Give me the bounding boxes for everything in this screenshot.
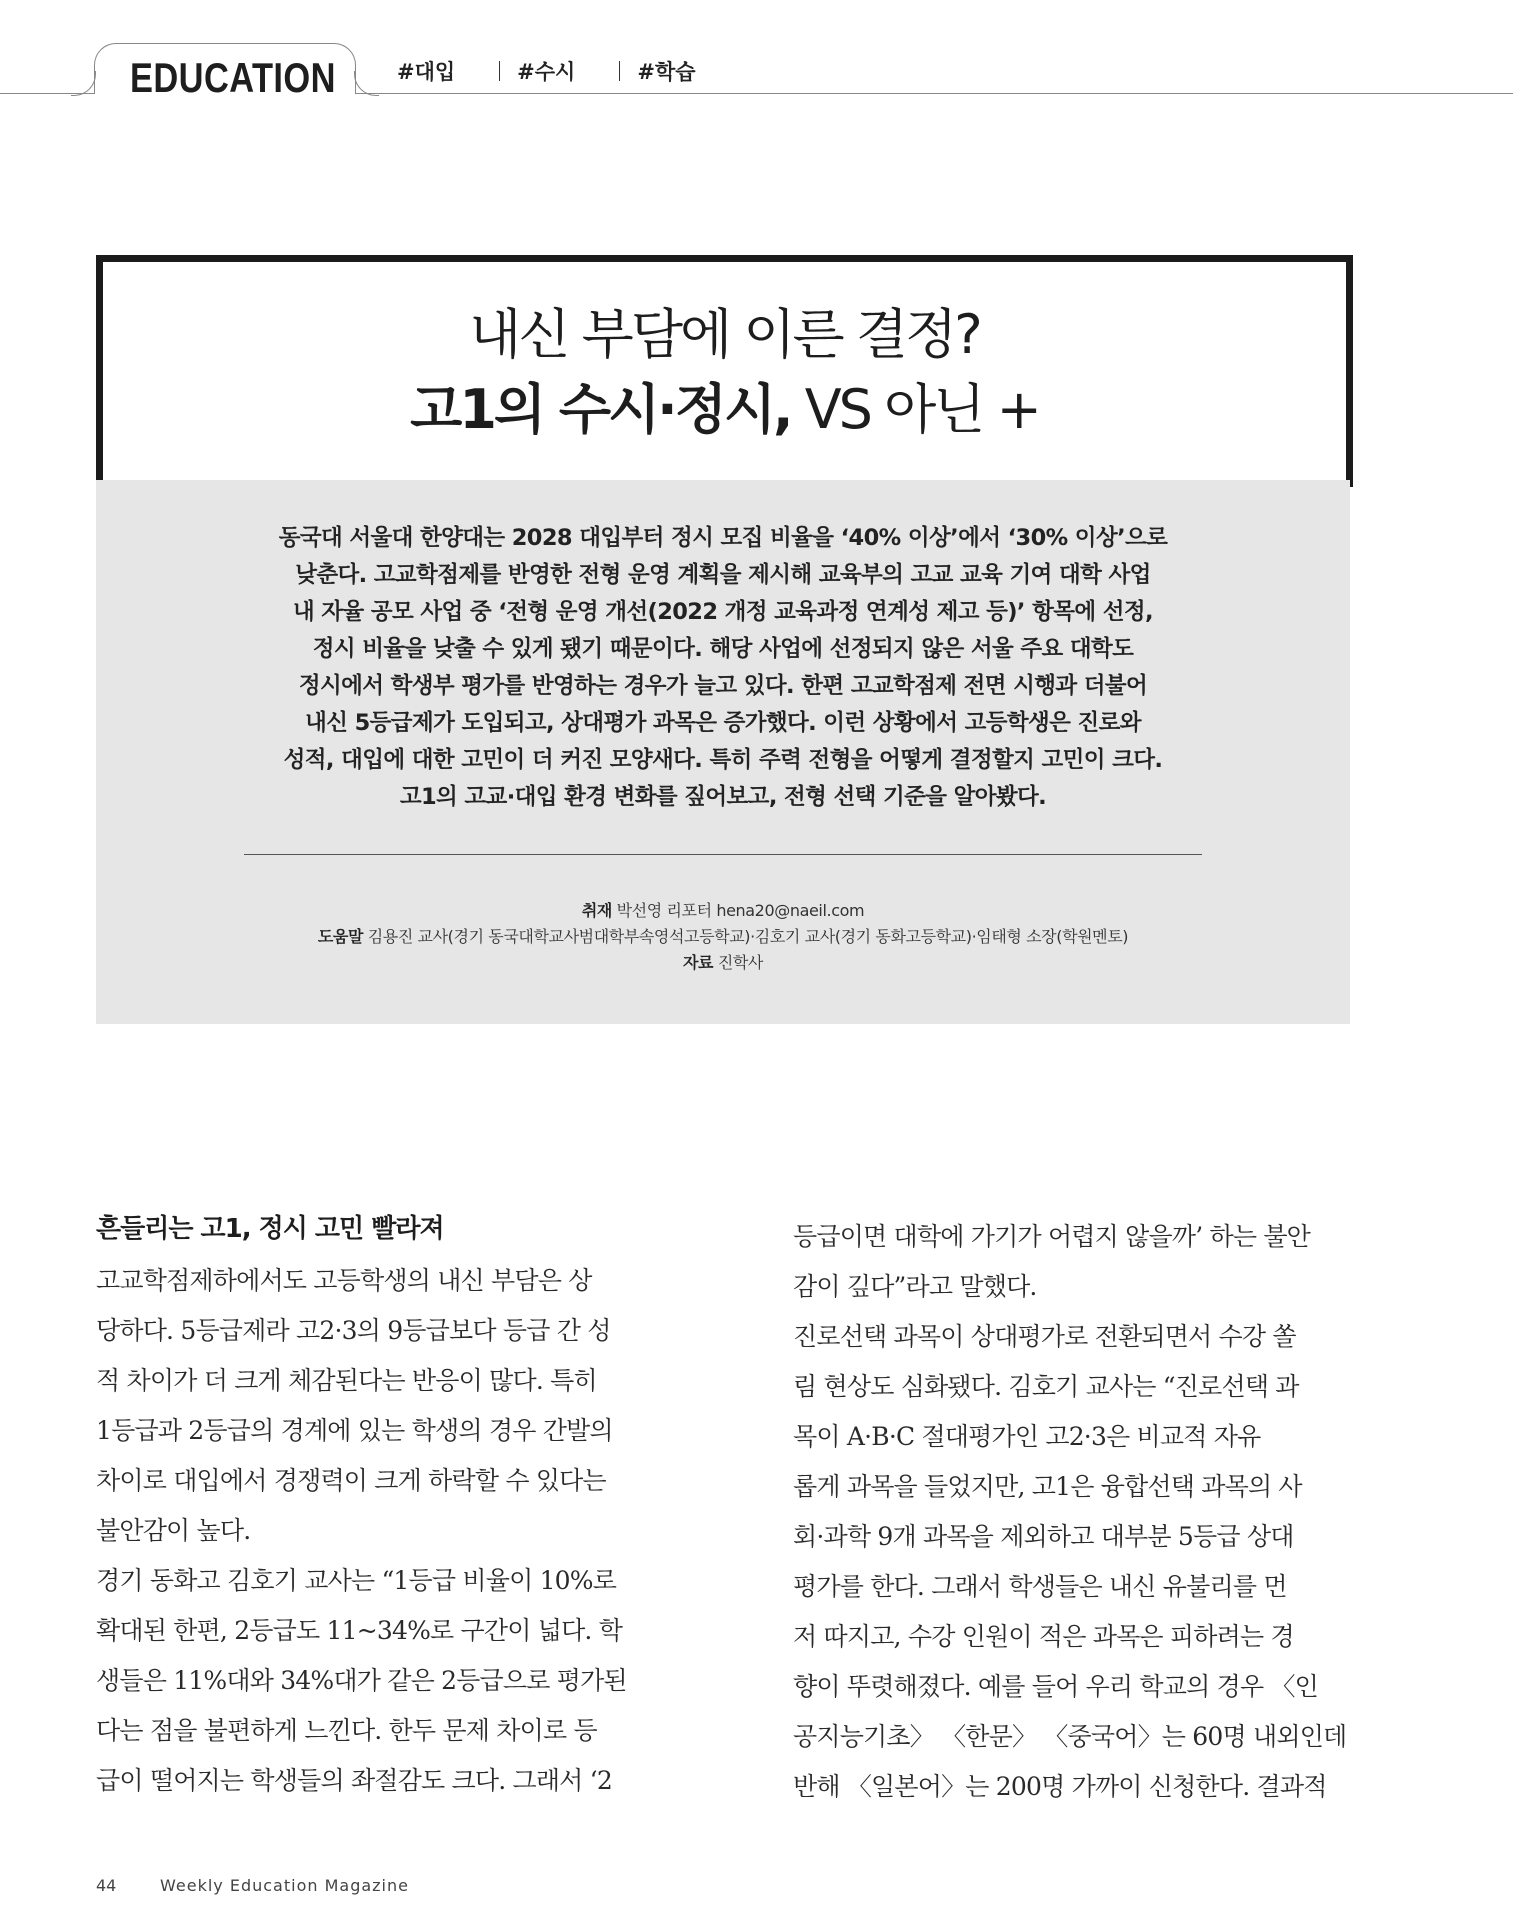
credit-reporter [96, 898, 1350, 924]
credit-source-value: 진학사 [717, 953, 763, 972]
body-line: 당하다. 5등급제라 고2·3의 9등급보다 등급 간 성 [96, 1316, 611, 1345]
body-line: 목이 A·B·C 절대평가인 고2·3은 비교적 자유 [793, 1422, 1261, 1451]
tag-admission[interactable]: #대입 [397, 60, 456, 84]
body-line: 공지능기초〉 〈한문〉 〈중국어〉는 60명 내외인데 [793, 1722, 1347, 1751]
tag-study[interactable]: #학습 [637, 60, 696, 84]
tag-divider [619, 61, 620, 81]
lead-line: 정시에서 학생부 평가를 반영하는 경우가 늘고 있다. 한편 고교학점제 전면 시행과 더불어 [298, 673, 1148, 699]
body-line: 등급이면 대학에 가기가 어렵지 않을까’ 하는 불안 [793, 1222, 1311, 1251]
credit-advisors [96, 924, 1350, 950]
body-line: 1등급과 2등급의 경계에 있는 학생의 경우 간발의 [96, 1416, 613, 1445]
section-subhead: 흔들리는 고1, 정시 고민 빨라져 [96, 1214, 444, 1244]
body-column-left [96, 1212, 646, 1806]
body-line: 반해 〈일본어〉는 200명 가까이 신청한다. 결과적 [793, 1772, 1327, 1801]
body-line: 고교학점제하에서도 고등학생의 내신 부담은 상 [96, 1266, 592, 1295]
body-line: 감이 깊다”라고 말했다. [793, 1272, 1037, 1301]
body-line: 롭게 과목을 들었지만, 고1은 융합선택 과목의 사 [793, 1472, 1302, 1501]
body-line: 다는 점을 불편하게 느낀다. 한두 문제 차이로 등 [96, 1716, 597, 1745]
lead-line: 내 자율 공모 사업 중 ‘전형 운영 개선(2022 개정 교육과정 연계성 제고 등)’ 항목에 선정, [293, 599, 1153, 625]
body-line: 회·과학 9개 과목을 제외하고 대부분 5등급 상대 [793, 1522, 1294, 1551]
body-line: 저 따지고, 수강 인원이 적은 과목은 피하려는 경 [793, 1622, 1294, 1651]
lead-paragraph [136, 520, 1310, 816]
lead-line: 낮춘다. 고교학점제를 반영한 전형 운영 계획을 제시해 교육부의 고교 교육 기여 대학 사업 [295, 562, 1151, 588]
headline-line-2 [103, 380, 1346, 440]
page-number: 44 [96, 1876, 117, 1895]
credit-source [96, 950, 1350, 976]
lead-box [96, 480, 1350, 1024]
body-line: 경기 동화고 김호기 교사는 “1등급 비율이 10%로 [96, 1566, 617, 1595]
body-line: 불안감이 높다. [96, 1516, 251, 1545]
body-column-right [793, 1212, 1347, 1812]
tag-divider [499, 61, 500, 81]
credit-reporter-label: 취재 [581, 901, 612, 920]
body-line: 진로선택 과목이 상대평가로 전환되면서 수강 쏠 [793, 1322, 1296, 1351]
lead-line: 고1의 고교·대입 환경 변화를 짚어보고, 전형 선택 기준을 알아봤다. [399, 784, 1047, 810]
credit-reporter-value: 박선영 리포터 hena20@naeil.com [616, 901, 865, 920]
title-box [96, 255, 1353, 487]
headline-rest: VS 아닌 + [790, 378, 1039, 441]
credits [96, 898, 1350, 976]
lead-line: 동국대 서울대 한양대는 2028 대입부터 정시 모집 비율을 ‘40% 이상’에서 ‘30% 이상’으로 [278, 525, 1168, 551]
headline-bold: 고1의 수시·정시, [410, 378, 791, 441]
credit-advisors-label: 도움말 [317, 927, 364, 946]
tag-list [397, 56, 696, 86]
body-line: 평가를 한다. 그래서 학생들은 내신 유불리를 먼 [793, 1572, 1287, 1601]
lead-divider [244, 854, 1202, 855]
tag-early-admission[interactable]: #수시 [517, 60, 576, 84]
section-label: EDUCATION [130, 54, 336, 101]
body-line: 향이 뚜렷해졌다. 예를 들어 우리 학교의 경우 〈인 [793, 1672, 1319, 1701]
body-line: 림 현상도 심화됐다. 김호기 교사는 “진로선택 과 [793, 1372, 1299, 1401]
magazine-name: Weekly Education Magazine [160, 1876, 409, 1895]
lead-line: 내신 5등급제가 도입되고, 상대평가 과목은 증가했다. 이런 상황에서 고등학생은 진로와 [305, 710, 1141, 736]
body-line: 확대된 한편, 2등급도 11~34%로 구간이 넓다. 학 [96, 1616, 623, 1645]
body-line: 차이로 대입에서 경쟁력이 크게 하락할 수 있다는 [96, 1466, 606, 1495]
body-line: 생들은 11%대와 34%대가 같은 2등급으로 평가된 [96, 1666, 627, 1695]
body-line: 급이 떨어지는 학생들의 좌절감도 크다. 그래서 ‘2 [96, 1766, 612, 1795]
headline-line-1: 내신 부담에 이른 결정? [469, 303, 980, 366]
body-line: 적 차이가 더 크게 체감된다는 반응이 많다. 특히 [96, 1366, 597, 1395]
page-footer [96, 1876, 409, 1895]
credit-advisors-value: 김용진 교사(경기 동국대학교사범대학부속영석고등학교)·김호기 교사(경기 동화고등학교)·임태형 소장(학원멘토) [367, 927, 1129, 946]
credit-source-label: 자료 [683, 953, 714, 972]
lead-line: 정시 비율을 낮출 수 있게 됐기 때문이다. 해당 사업에 선정되지 않은 서울 주요 대학도 [312, 636, 1134, 662]
lead-line: 성적, 대입에 대한 고민이 더 커진 모양새다. 특히 주력 전형을 어떻게 결정할지 고민이 크다. [283, 747, 1163, 773]
